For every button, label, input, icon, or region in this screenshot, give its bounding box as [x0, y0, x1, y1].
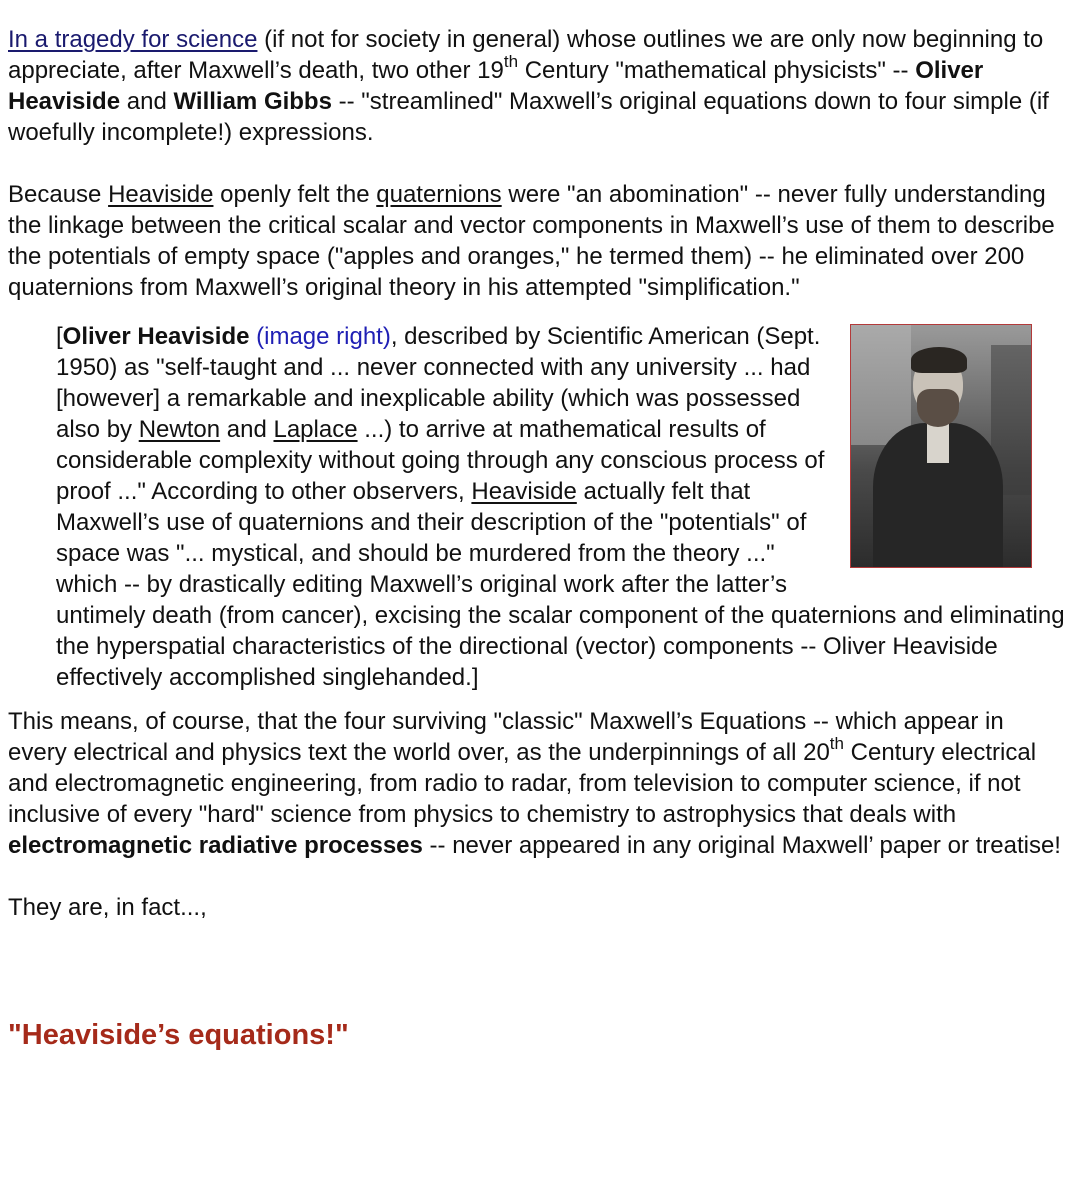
paragraph-1: [8, 24, 1069, 148]
text: openly felt the: [213, 181, 377, 208]
text: [: [56, 323, 63, 350]
bold-heaviside: Oliver Heaviside: [8, 57, 984, 115]
link-newton[interactable]: Newton: [138, 416, 221, 443]
text: Because: [8, 181, 109, 208]
superscript: th: [503, 52, 519, 71]
text: -- never appeared in any original Maxwell’ paper or treatise!: [422, 832, 1061, 859]
image-right-note: (image right): [256, 323, 391, 350]
link-laplace[interactable]: Laplace: [273, 416, 358, 443]
heaviside-quote-block: [56, 321, 1066, 693]
text: ...) to arrive at mathematical results of considerable complexity without going through any conscious process of proof ..." According to other observers,: [56, 416, 825, 505]
heaviside-portrait-image: [850, 324, 1032, 568]
section-heading: "Heaviside’s equations!": [8, 1019, 349, 1051]
article-body: [8, 24, 1069, 1082]
text: This means, of course, that the four surviving "classic" Maxwell’s Equations -- which appear in every electrical and physics text the world over, as the underpinnings of all 20: [8, 708, 1004, 766]
link-quaternions[interactable]: quaternions: [376, 181, 502, 208]
bold-heaviside: Oliver Heaviside: [62, 323, 250, 350]
link-tragedy-for-science[interactable]: In a tragedy for science: [8, 26, 258, 53]
text: actually felt that Maxwell’s use of quaternions and their description of the "potentials" of space was "... mystical, and should be murdered from the theory ..." which -- by drastically editing Maxwell’s original work after the latter’s untimely death (from cancer), excising the scalar component of the quaternions and eliminating the hyperspatial characteristics of the directional (vector) components -- Oliver Heaviside effectively accomplished singlehanded.]: [56, 478, 1065, 691]
bold-radiative-processes: electromagnetic radiative processes: [8, 832, 423, 859]
text: were "an abomination" -- never fully understanding the linkage between the critical scalar and vector components in Maxwell’s use of them to describe the potentials of empty space ("apples and oranges," he termed them) -- he eliminated over 200 quaternions from Maxwell’s original theory in his attempted "simplification.": [8, 181, 1055, 301]
text: (if not for society in general) whose outlines we are only now beginning to appreciate, after Maxwell’s death, two other 19: [8, 26, 1044, 84]
paragraph-4: They are, in fact...,: [8, 894, 207, 921]
text: Century electrical and electromagnetic engineering, from radio to radar, from television to computer science, if not inclusive of every "hard" science from physics to chemistry to astrophysics that deals with: [8, 739, 1037, 828]
text: , described by Scientific American (Sept. 1950) as "self-taught and ... never connected with any university ... had [however] a remarkable and inexplicable ability (which was possessed also by: [56, 323, 821, 443]
cut-off-next-line: [8, 1068, 1069, 1082]
superscript: th: [829, 734, 844, 753]
text: Century "mathematical physicists" --: [518, 57, 916, 84]
paragraph-2: [8, 179, 1069, 303]
link-heaviside-2[interactable]: Heaviside: [471, 478, 577, 505]
link-heaviside[interactable]: Heaviside: [108, 181, 214, 208]
text: and: [120, 88, 174, 115]
paragraph-3: [8, 706, 1069, 861]
bold-gibbs: William Gibbs: [173, 88, 332, 115]
text: -- "streamlined" Maxwell’s original equations down to four simple (if woefully incomplete!) expressions.: [8, 88, 1049, 146]
text: and: [220, 416, 274, 443]
